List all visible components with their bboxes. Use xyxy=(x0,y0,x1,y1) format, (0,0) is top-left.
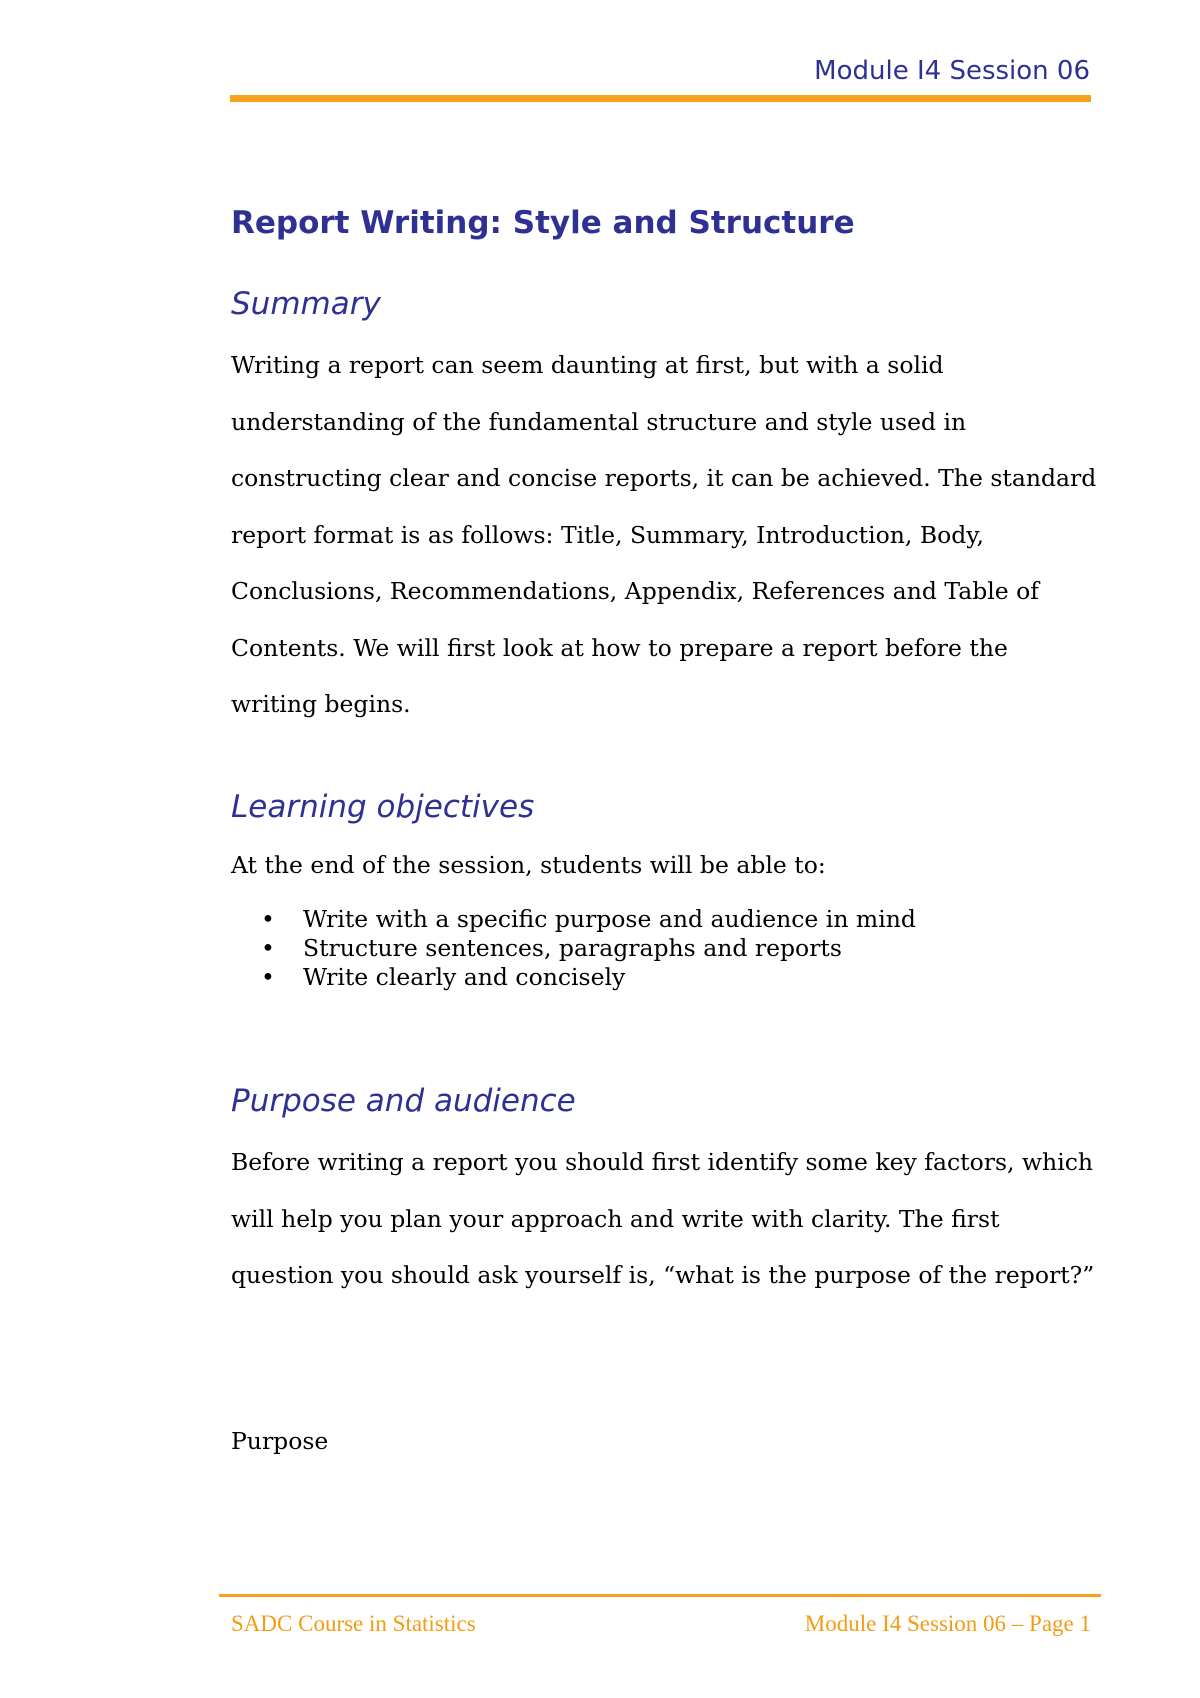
purpose-audience-heading: Purpose and audience xyxy=(231,1083,576,1119)
list-item xyxy=(231,905,916,934)
learning-objectives-heading: Learning objectives xyxy=(231,789,535,825)
bullet-icon: • xyxy=(261,905,275,933)
header-divider xyxy=(230,95,1091,102)
purpose-paragraph: Before writing a report you should first identify some key factors, which will help you plan your approach and write with clarity. The first question you should ask yourself is, “what is the purpose of the report?” xyxy=(231,1148,1095,1289)
list-item-text: Write clearly and concisely xyxy=(303,963,626,991)
list-item-text: Write with a specific purpose and audience in mind xyxy=(303,905,916,933)
list-item xyxy=(231,934,916,963)
objectives-list xyxy=(231,905,916,992)
summary-heading: Summary xyxy=(231,286,381,322)
page-header: Module I4 Session 06 xyxy=(814,56,1090,86)
purpose-subheading: Purpose xyxy=(231,1427,329,1455)
bullet-icon: • xyxy=(261,963,275,991)
bullet-icon: • xyxy=(261,934,275,962)
objectives-lead-text: At the end of the session, students will be able to: xyxy=(231,851,826,879)
footer-page-number: Module I4 Session 06 – Page 1 xyxy=(804,1611,1091,1636)
document-title: Report Writing: Style and Structure xyxy=(231,205,855,241)
summary-paragraph: Writing a report can seem daunting at first, but with a solid understanding of the fundamental structure and style used in constructing clear and concise reports, it can be achieved. The standard report format is as follows: Title, Summary, Introduction, Body, Conclusions, Recommendations, Appendix, References and Table of Contents. We will first look at how to prepare a report before the writing begins. xyxy=(231,351,1097,718)
footer-course-name: SADC Course in Statistics xyxy=(231,1611,476,1636)
list-item xyxy=(231,963,916,992)
list-item-text: Structure sentences, paragraphs and reports xyxy=(303,934,842,962)
footer-divider xyxy=(219,1594,1101,1597)
